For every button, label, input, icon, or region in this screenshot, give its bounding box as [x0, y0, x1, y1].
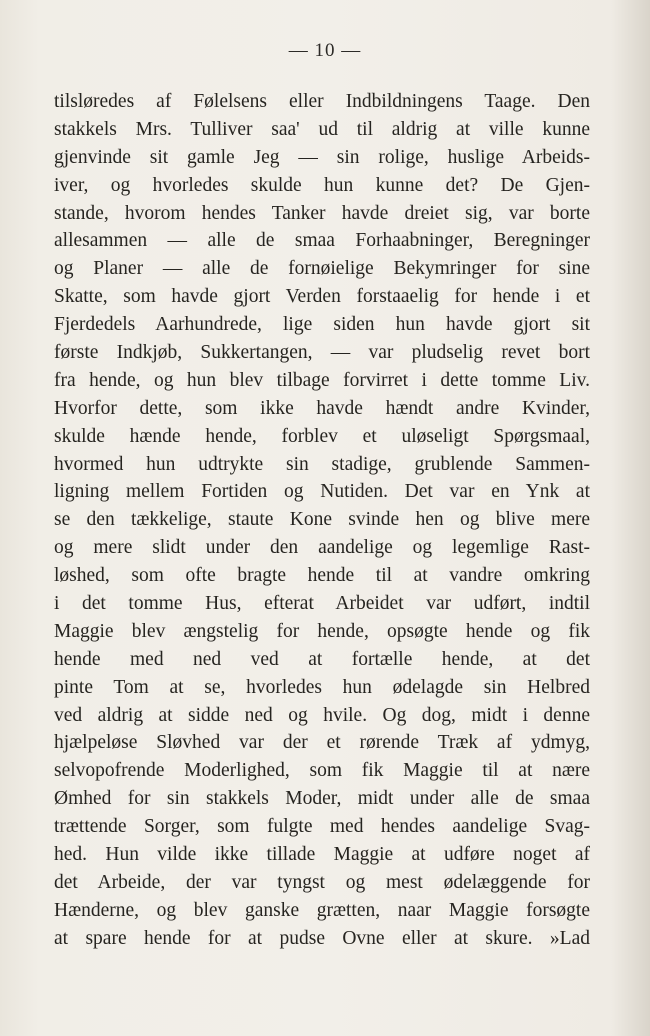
text-line: Fjerdedels Aarhundrede, lige siden hun havde gjort sit — [54, 314, 590, 336]
text-line: selvopofrende Moderlighed, som fik Maggie til at nære — [54, 760, 590, 782]
text-line: ved aldrig at sidde ned og hvile. Og dog, midt i denne — [54, 704, 590, 726]
text-line: skulde hænde hende, forblev et uløseligt Spørgsmaal, — [54, 425, 590, 447]
text-line: hjælpeløse Sløvhed var der et rørende Træk af ydmyg, — [54, 732, 590, 754]
text-line: og Planer — alle de fornøielige Bekymringer for sine — [54, 258, 590, 280]
text-line: løshed, som ofte bragte hende til at vandre omkring — [54, 565, 590, 587]
text-line: pinte Tom at se, hvorledes hun ødelagde sin Helbred — [54, 676, 590, 698]
text-line: Maggie blev ængstelig for hende, opsøgte hende og fik — [54, 620, 590, 642]
text-line: se den tækkelige, staute Kone svinde hen og blive mere — [54, 509, 590, 531]
body-text — [54, 88, 590, 953]
text-line: stakkels Mrs. Tulliver saa' ud til aldrig at ville kunne — [54, 118, 590, 140]
text-line: hvormed hun udtrykte sin stadige, grublende Sammen- — [54, 453, 590, 475]
page-number: — 10 — — [288, 40, 362, 61]
text-line: trættende Sorger, som fulgte med hendes aandelige Svag- — [54, 816, 590, 838]
text-line: Skatte, som havde gjort Verden forstaaelig for hende i et — [54, 286, 590, 308]
text-line: gjenvinde sit gamle Jeg — sin rolige, huslige Arbeids- — [54, 146, 590, 168]
text-line: Hvorfor dette, som ikke havde hændt andre Kvinder, — [54, 397, 590, 419]
text-line: første Indkjøb, Sukkertangen, — var pludselig revet bort — [54, 342, 590, 364]
text-line: i det tomme Hus, efterat Arbeidet var udført, indtil — [54, 593, 590, 615]
text-line: hende med ned ved at fortælle hende, at det — [54, 648, 590, 670]
text-line: ligning mellem Fortiden og Nutiden. Det var en Ynk at — [54, 481, 590, 503]
text-line: at spare hende for at pudse Ovne eller at skure. »Lad — [54, 927, 590, 949]
text-line: fra hende, og hun blev tilbage forvirret i dette tomme Liv. — [54, 369, 590, 391]
text-line: stande, hvorom hendes Tanker havde dreiet sig, var borte — [54, 202, 590, 224]
text-line: allesammen — alle de smaa Forhaabninger, Beregninger — [54, 230, 590, 252]
text-line: iver, og hvorledes skulde hun kunne det? De Gjen- — [54, 174, 590, 196]
text-line: Hænderne, og blev ganske grætten, naar Maggie forsøgte — [54, 899, 590, 921]
text-line: Ømhed for sin stakkels Moder, midt under alle de smaa — [54, 788, 590, 810]
text-line: tilsløredes af Følelsens eller Indbildningens Taage. Den — [54, 91, 590, 112]
text-line: hed. Hun vilde ikke tillade Maggie at udføre noget af — [54, 844, 590, 866]
text-line: og mere slidt under den aandelige og legemlige Rast- — [54, 537, 590, 559]
text-line: det Arbeide, der var tyngst og mest ødelæggende for — [54, 871, 590, 893]
